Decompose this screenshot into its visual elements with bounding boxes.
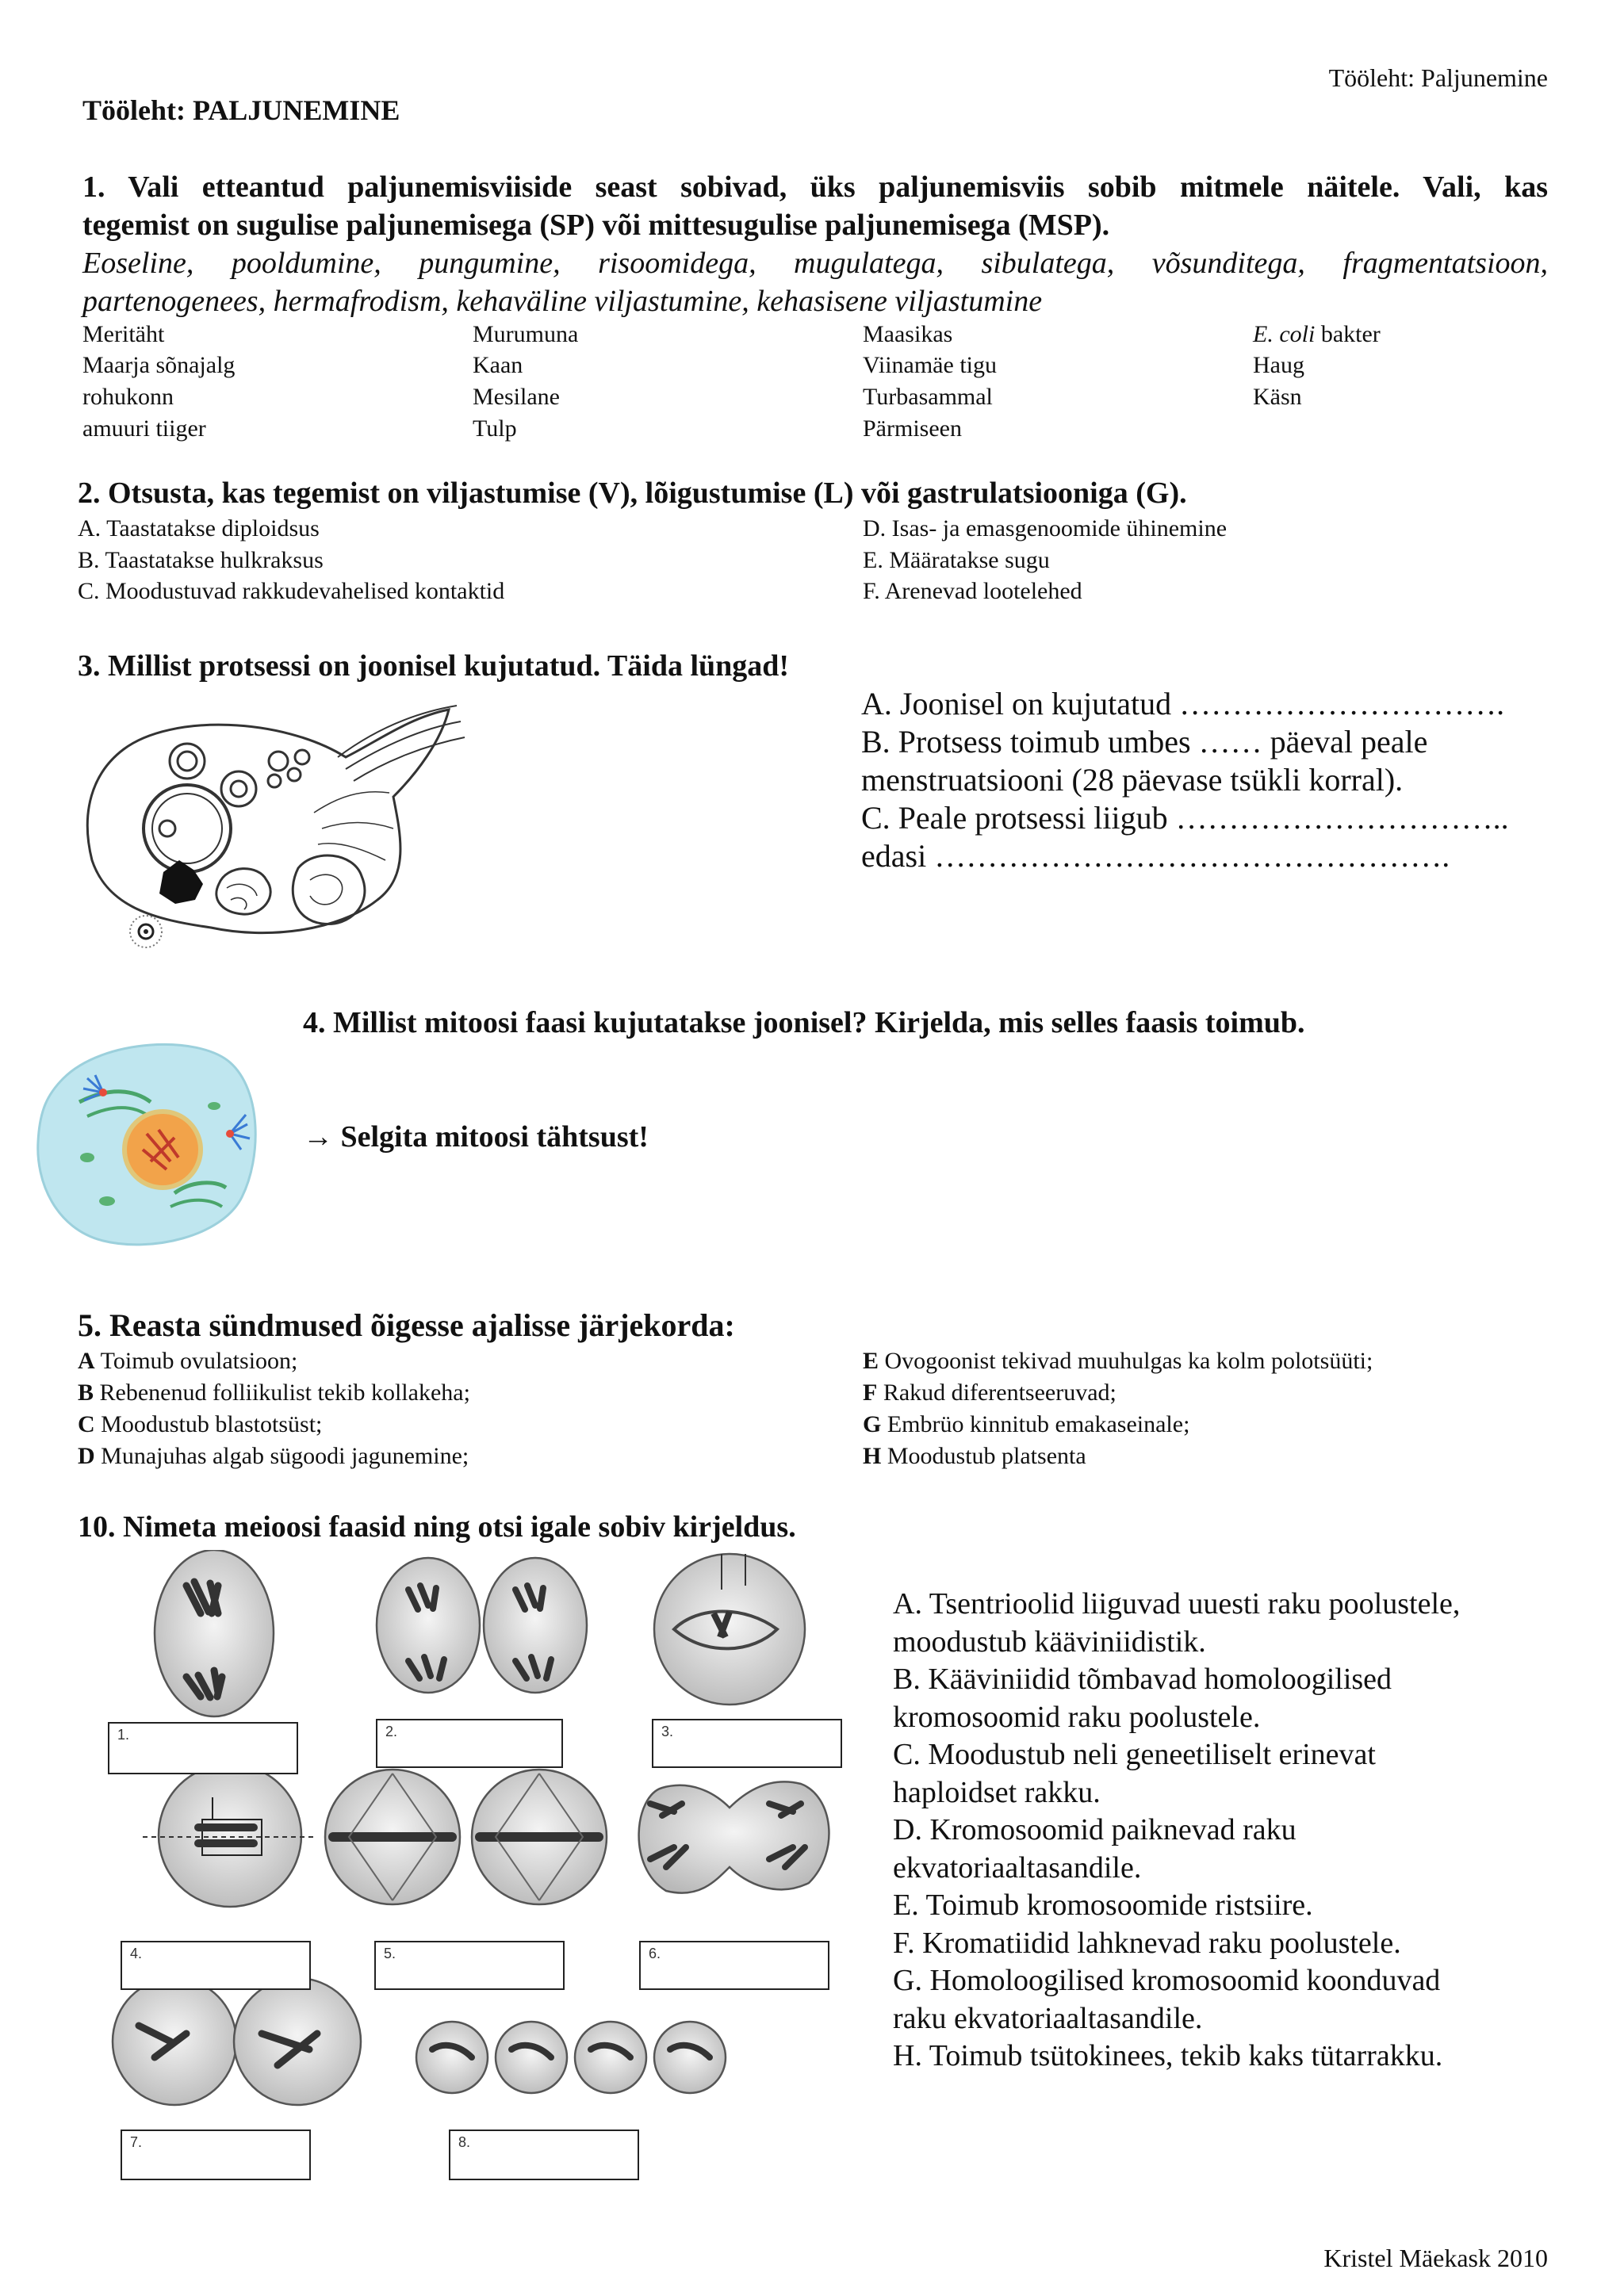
q5-letter: C: [78, 1411, 95, 1437]
q1-col1-item: rohukonn: [82, 384, 174, 410]
arrow-right-icon: →: [303, 1120, 333, 1154]
q1-col4-item: Haug: [1253, 352, 1304, 378]
box-label: 2.: [385, 1724, 398, 1739]
q5-text: Rebenenud folliikulist tekib kollakeha;: [94, 1380, 470, 1406]
q2-heading: 2. Otsusta, kas tegemist on viljastumise (V), lõigustumise (L) või gastrulatsiooniga (G).: [78, 476, 1187, 510]
box-label: 1.: [117, 1727, 130, 1743]
box-label: 6.: [649, 1946, 661, 1961]
meiosis-answer-box-4[interactable]: [121, 1941, 311, 1990]
mitosis-cell-illustration: [32, 1031, 270, 1257]
q10-description-line: kromosoomid raku poolustele.: [893, 1700, 1261, 1734]
q2-right-item: E. Määratakse sugu: [863, 547, 1050, 573]
box-label: 4.: [130, 1946, 143, 1961]
header-right-title: Tööleht: Paljunemine: [1328, 63, 1548, 92]
q10-descriptions: [893, 1586, 1460, 2076]
q1-options-line2: partenogenees, hermafrodism, kehaväline viljastumine, kehasisene viljastumine: [82, 285, 1043, 318]
meiosis-answer-box-8[interactable]: [449, 2130, 639, 2180]
q5-letter: A: [78, 1348, 95, 1374]
meiosis-answer-box-7[interactable]: [121, 2130, 311, 2180]
q10-heading: 10. Nimeta meioosi faasid ning otsi igale sobiv kirjeldus.: [78, 1510, 796, 1544]
q5-item: [78, 1380, 470, 1406]
q5-heading: 5. Reasta sündmused õigesse ajalisse järjekorda:: [78, 1307, 735, 1343]
meiosis-cells-illustration: [95, 1550, 856, 2160]
meiosis-answer-box-6[interactable]: [639, 1941, 829, 1990]
q5-letter: H: [863, 1443, 882, 1469]
box-label: 8.: [458, 2134, 471, 2150]
q2-left-item: A. Taastatakse diploidsus: [78, 515, 320, 541]
q10-description-line: F. Kromatiidid lahknevad raku poolustele.: [893, 1926, 1401, 1960]
q4-heading: 4. Millist mitoosi faasi kujutatakse joonisel? Kirjelda, mis selles faasis toimub.: [303, 1006, 1305, 1039]
q1-col4-item-ecoli: [1253, 321, 1381, 348]
q5-letter: D: [78, 1443, 95, 1469]
q4-subheading: Selgita mitoosi tähtsust!: [340, 1120, 649, 1154]
q5-item: [78, 1443, 469, 1470]
q10-description-line: A. Tsentrioolid liiguvad uuesti raku poolustele,: [893, 1587, 1461, 1621]
box-label: 5.: [384, 1946, 396, 1961]
q1-col2-item: Murumuna: [473, 321, 579, 347]
q2-right-item: F. Arenevad lootelehed: [863, 578, 1082, 604]
q1-col1-item: Maarja sõnajalg: [82, 352, 236, 378]
q5-item: [78, 1348, 297, 1375]
q1-col3-item: Viinamäe tigu: [863, 352, 997, 378]
q2-right-item: D. Isas- ja emasgenoomide ühinemine: [863, 515, 1228, 541]
q1-heading-line1: 1. Vali etteantud paljunemisviiside seast sobivad, üks paljunemisviis sobib mitmele näitele. Vali, kas: [82, 170, 1548, 204]
q10-description-line: ekvatoriaaltasandile.: [893, 1850, 1142, 1885]
q10-description-line: moodustub kääviniidistik.: [893, 1624, 1206, 1659]
q5-letter: G: [863, 1411, 882, 1437]
q5-letter: B: [78, 1380, 94, 1406]
q1-col2-item: Kaan: [473, 352, 523, 378]
meiosis-answer-box-3[interactable]: [652, 1719, 842, 1768]
q5-item: [863, 1443, 1086, 1470]
q4-subheading-row: [303, 1119, 649, 1154]
q1-col4-item: Käsn: [1253, 384, 1302, 410]
ovary-ovulation-illustration: [76, 702, 473, 971]
q5-item: [78, 1411, 322, 1438]
q10-description-line: C. Moodustub neli geneetiliselt erinevat: [893, 1738, 1376, 1771]
meiosis-answer-box-2[interactable]: [376, 1719, 563, 1768]
q10-description-line: D. Kromosoomid paiknevad raku: [893, 1813, 1297, 1846]
q5-letter: F: [863, 1380, 878, 1406]
q3-line: A. Joonisel on kujutatud ………………………….: [861, 686, 1505, 721]
footer-author: Kristel Mäekask 2010: [1323, 2244, 1548, 2272]
q3-line: edasi ………………………………………….: [861, 838, 1450, 874]
q10-description-line: haploidset rakku.: [893, 1775, 1101, 1809]
q5-text: Toimub ovulatsioon;: [94, 1348, 298, 1374]
q3-line: C. Peale protsessi liigub …………………………..: [861, 800, 1509, 836]
q1-col1-item: Meritäht: [82, 321, 165, 347]
q5-text: Ovogoonist tekivad muuhulgas ka kolm polotsüüti;: [879, 1348, 1373, 1374]
q3-line: B. Protsess toimub umbes …… päeval peale: [861, 724, 1428, 760]
box-label: 7.: [130, 2134, 143, 2150]
q1-col4-rest: bakter: [1315, 321, 1381, 347]
q5-text: Munajuhas algab sügoodi jagunemine;: [94, 1443, 469, 1469]
q5-text: Moodustub platsenta: [881, 1443, 1086, 1469]
meiosis-answer-box-5[interactable]: [374, 1941, 565, 1990]
q1-col3-item: Turbasammal: [863, 384, 993, 410]
q1-options-line1: Eoseline, pooldumine, pungumine, risoomidega, mugulatega, sibulatega, võsunditega, fragmentatsioon,: [82, 247, 1548, 280]
q1-col3-item: Pärmiseen: [863, 415, 962, 442]
q1-heading-line2: tegemist on sugulise paljunemisega (SP) või mittesugulise paljunemisega (MSP).: [82, 209, 1110, 242]
q10-description-line: raku ekvatoriaaltasandile.: [893, 2001, 1203, 2035]
q5-item: [863, 1411, 1189, 1438]
q10-description-line: E. Toimub kromosoomide ristsiire.: [893, 1888, 1313, 1922]
q10-description-line: H. Toimub tsütokinees, tekib kaks tütarrakku.: [893, 2039, 1443, 2072]
q1-col2-item: Mesilane: [473, 384, 560, 410]
q3-heading: 3. Millist protsessi on joonisel kujutatud. Täida lüngad!: [78, 649, 790, 683]
q5-letter: E: [863, 1348, 879, 1374]
q5-text: Embrüo kinnitub emakaseinale;: [881, 1411, 1190, 1437]
q3-fill-lines: [861, 685, 1509, 875]
q5-text: Rakud diferentseeruvad;: [877, 1380, 1116, 1406]
q5-item: [863, 1348, 1373, 1375]
q10-description-line: B. Kääviniidid tõmbavad homoloogilised: [893, 1663, 1392, 1696]
q1-col4-italic: E. coli: [1253, 321, 1316, 347]
q3-line: menstruatsiooni (28 päevase tsükli korral).: [861, 762, 1404, 798]
box-label: 3.: [661, 1724, 674, 1739]
q10-description-line: G. Homoloogilised kromosoomid koonduvad: [893, 1964, 1441, 1997]
page-title: Tööleht: PALJUNEMINE: [82, 94, 400, 126]
q5-text: Moodustub blastotsüst;: [94, 1411, 323, 1437]
q2-left-item: B. Taastatakse hulkraksus: [78, 547, 324, 573]
q1-col3-item: Maasikas: [863, 321, 953, 347]
q1-col1-item: amuuri tiiger: [82, 415, 206, 442]
q2-left-item: C. Moodustuvad rakkudevahelised kontaktid: [78, 578, 505, 604]
q5-item: [863, 1380, 1116, 1406]
q1-col2-item: Tulp: [473, 415, 517, 442]
meiosis-answer-box-1[interactable]: [108, 1722, 298, 1774]
